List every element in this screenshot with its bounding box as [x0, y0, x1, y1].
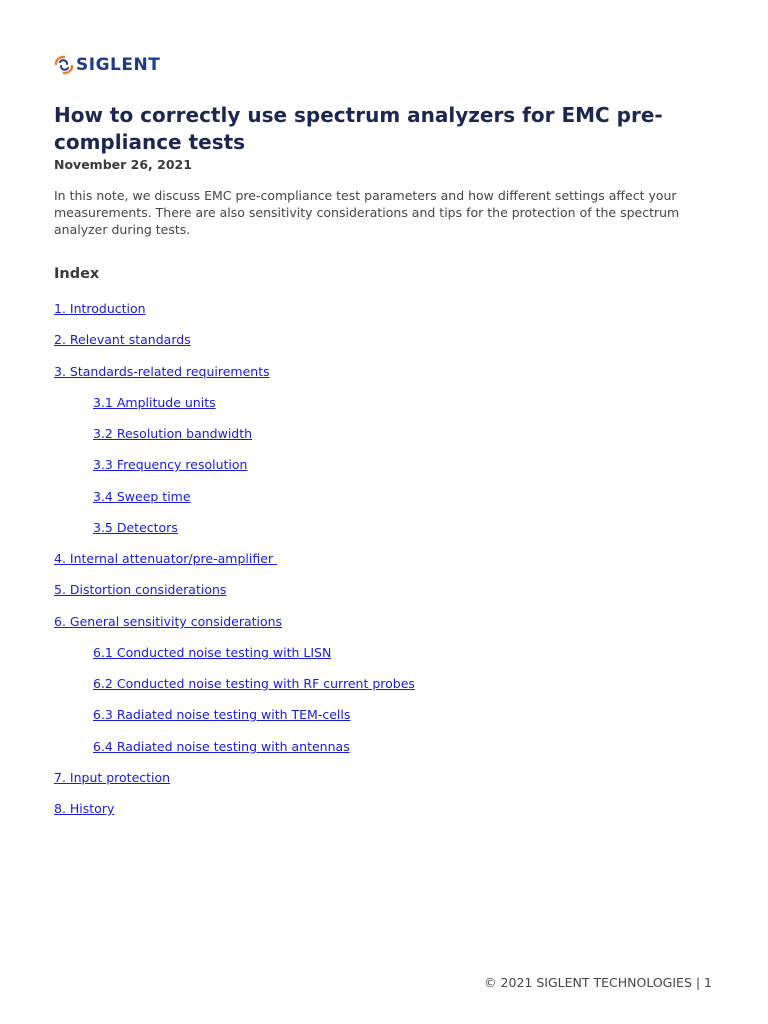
toc-link[interactable]: 3. Standards-related requirements [54, 364, 270, 379]
intro-paragraph: In this note, we discuss EMC pre-compliance test parameters and how different settings affect your measurements. There are also sensitivity considerations and tips for the protection of the spectrum analyzer during tests. [54, 188, 680, 237]
toc-link[interactable]: 7. Input protection [54, 770, 171, 785]
toc-link[interactable]: 6.4 Radiated noise testing with antennas [93, 739, 350, 754]
toc-link[interactable]: 6. General sensitivity considerations [54, 614, 283, 629]
siglent-logo [54, 54, 160, 76]
publish-date: November 26, 2021 [54, 157, 192, 172]
toc-link[interactable]: 6.3 Radiated noise testing with TEM-cells [93, 707, 351, 722]
toc-link[interactable]: 2. Relevant standards [54, 332, 191, 347]
toc-link[interactable]: 6.2 Conducted noise testing with RF current probes [93, 676, 415, 691]
toc-link[interactable]: 3.2 Resolution bandwidth [93, 426, 253, 441]
toc-link[interactable]: 4. Internal attenuator/pre-amplifier [54, 551, 277, 566]
toc-link[interactable]: 3.1 Amplitude units [93, 395, 216, 410]
toc-link[interactable]: 1. Introduction [54, 301, 146, 316]
logo-wordmark: SIGLENT [76, 55, 161, 75]
page-footer: © 2021 SIGLENT TECHNOLOGIES | 1 [484, 975, 712, 990]
toc-link[interactable]: 3.5 Detectors [93, 520, 178, 535]
index-heading: Index [54, 266, 100, 282]
toc-link[interactable]: 3.4 Sweep time [93, 489, 191, 504]
page-title: How to correctly use spectrum analyzers for EMC pre-compliance tests [54, 103, 663, 154]
toc-link[interactable]: 6.1 Conducted noise testing with LISN [93, 645, 332, 660]
toc-link[interactable]: 3.3 Frequency resolution [93, 457, 248, 472]
siglent-swirl-icon [54, 55, 74, 75]
toc-link[interactable]: 5. Distortion considerations [54, 582, 227, 597]
toc-link[interactable]: 8. History [54, 801, 115, 816]
